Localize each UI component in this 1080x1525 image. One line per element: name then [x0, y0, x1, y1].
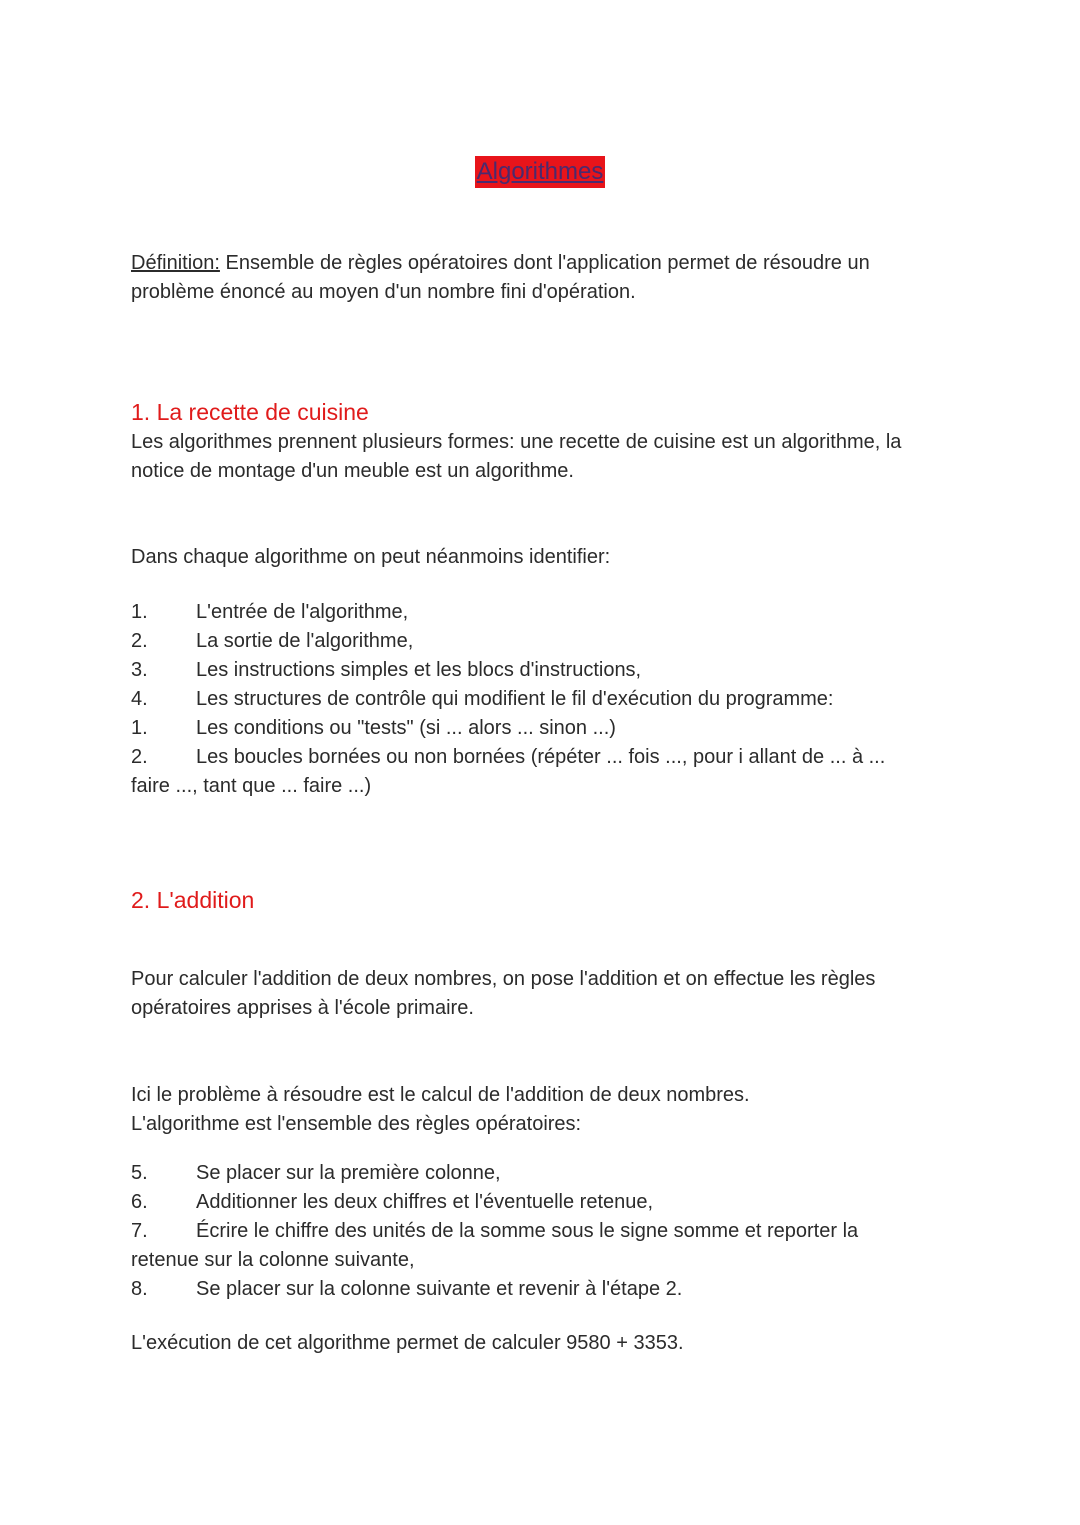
list-item-text: Les instructions simples et les blocs d'instructions,: [196, 659, 642, 681]
definition-line-2: problème énoncé au moyen d'un nombre fini d'opération.: [131, 281, 636, 303]
section-1-paragraph-line-2: notice de montage d'un meuble est un algorithme.: [131, 460, 574, 482]
section-2-paragraph-1-line-1: Pour calculer l'addition de deux nombres, on pose l'addition et on effectue les règles: [131, 968, 876, 990]
page-title: Algorithmes: [475, 156, 606, 188]
section-2-heading: 2. L'addition: [131, 887, 255, 913]
section-2-paragraph-2-line-1: Ici le problème à résoudre est le calcul de l'addition de deux nombres.: [131, 1084, 750, 1106]
title-container: [0, 156, 1080, 188]
definition-label: Définition:: [131, 252, 220, 274]
definition-line-1: [131, 249, 870, 278]
section-1-intro: Dans chaque algorithme on peut néanmoins identifier:: [131, 546, 611, 568]
list-item-text: Se placer sur la colonne suivante et revenir à l'étape 2.: [196, 1278, 683, 1300]
list-item-number: 4.: [131, 688, 148, 710]
list-item-text: L'entrée de l'algorithme,: [196, 601, 409, 623]
list-item-number: 1.: [131, 601, 148, 623]
definition-text: Ensemble de règles opératoires dont l'application permet de résoudre un: [219, 252, 870, 274]
list-item-number: 3.: [131, 659, 148, 681]
list-item-text: Les structures de contrôle qui modifient le fil d'exécution du programme:: [196, 688, 834, 710]
list-item-continuation: retenue sur la colonne suivante,: [131, 1249, 415, 1271]
list-item-text: Écrire le chiffre des unités de la somme sous le signe somme et reporter la: [196, 1220, 859, 1242]
section-2-paragraph-1-line-2: opératoires apprises à l'école primaire.: [131, 997, 474, 1019]
section-2-conclusion: L'exécution de cet algorithme permet de calculer 9580 + 3353.: [131, 1332, 684, 1354]
list-item-number: 5.: [131, 1162, 148, 1184]
list-item-text: Les boucles bornées ou non bornées (répéter ... fois ..., pour i allant de ... à ...: [196, 746, 886, 768]
list-item-text: Se placer sur la première colonne,: [196, 1162, 501, 1184]
list-item-number: 7.: [131, 1220, 148, 1242]
list-item-number: 6.: [131, 1191, 148, 1213]
list-item-number: 2.: [131, 746, 148, 768]
list-item-text: Les conditions ou "tests" (si ... alors ... sinon ...): [196, 717, 616, 739]
list-item-number: 2.: [131, 630, 148, 652]
section-2-paragraph-2-line-2: L'algorithme est l'ensemble des règles opératoires:: [131, 1113, 582, 1135]
list-item-number: 8.: [131, 1278, 148, 1300]
list-item-text: La sortie de l'algorithme,: [196, 630, 414, 652]
list-item-text: Additionner les deux chiffres et l'éventuelle retenue,: [196, 1191, 654, 1213]
list-item-number: 1.: [131, 717, 148, 739]
list-item-continuation: faire ..., tant que ... faire ...): [131, 775, 372, 797]
section-1-heading: 1. La recette de cuisine: [131, 399, 369, 425]
section-1-paragraph-line-1: Les algorithmes prennent plusieurs formes: une recette de cuisine est un algorithme, la: [131, 431, 902, 453]
